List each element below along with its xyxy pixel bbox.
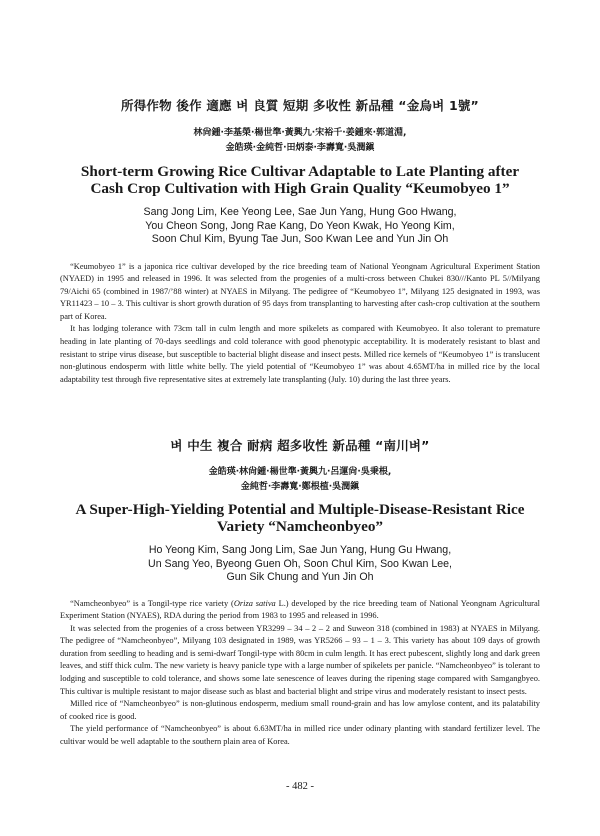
abstract [60, 261, 540, 387]
korean-title: 所得作物 後作 適應 벼 良質 短期 多收性 新品種 “金烏벼 1號” [121, 98, 479, 113]
korean-title: 벼 中生 複合 耐病 超多收性 新品種 “南川벼” [170, 438, 430, 453]
korean-authors-line-2: 金純哲·李壽寬·鄭根植·吳潤鎭 [240, 482, 360, 492]
english-authors-line-1: Ho Yeong Kim, Sang Jong Lim, Sae Jun Yang, Hung Gu Hwang, [148, 544, 452, 556]
english-authors-line-3: Gun Sik Chung and Yun Jin Oh [226, 571, 374, 583]
english-authors-line-3: Soon Chul Kim, Byung Tae Jun, Soo Kwan Lee and Yun Jin Oh [151, 233, 449, 245]
korean-authors-line-1: 林尙鍾·李基榮·楊世準·黃興九·宋裕千·姜鍾來·郭道淵, [193, 128, 407, 138]
english-authors-line-2: Un Sang Yeo, Byeong Guen Oh, Soon Chul Kim, Soo Kwan Lee, [148, 557, 452, 570]
english-title-line-1: Short-term Growing Rice Cultivar Adaptable to Late Planting after [80, 163, 520, 180]
abstract-paragraph-4: The yield performance of “Namcheonbyeo” is about 6.63MT/ha in milled rice under odinary planting with standard fertilizer level. The cultivar would be well adaptable to the southern plain area of Korea. [60, 724, 540, 747]
english-title-line-2: Cash Crop Cultivation with High Grain Quality “Keumobyeo 1” [90, 180, 510, 197]
abstract-paragraph-2: It was selected from the progenies of a cross between YR3299 – 34 – 2 – 2 and Suweon 318 (combined in 1983) at NYAES in Milyang. The pedigree of “Namcheonbyeo”, Milyang 103 designated in 1989, was YR5266 – 93 – 1 – 3. This variety has about 109 days of growth duration from seedling to heading and is semi-dwarf Tongil-type with 80cm in culm length. It has erect pubescent, slightly long and dark green leaves, and stiff thick culm. The new variety is heavy panicle type with a large number of spikelets per panicle. “Namcheonbyeo” is tolerant to lodging and susceptible to cold tolerance, and shows some late senescence of leaves during the ripening stage compared with Samgangbyeo. This cultivar is multiple resistant to major disease such as blast and bacterial blight and stripe virus and moderately resistant to insect pests. [60, 623, 540, 696]
paragraph-1-end: L.) developed by the rice breeding team of National Yeongnam Agricultural Experiment Station (NYAES), RDA during the period from 1983 to 1995 and released in 1996. [60, 598, 540, 621]
abstract [60, 598, 540, 749]
abstract-paragraph-1 [60, 598, 540, 623]
article-keumobyeo-1 [60, 96, 540, 386]
abstract-paragraph-3: Milled rice of “Namcheonbyeo” is non-glutinous endosperm, medium small round-grain and has low amylose content, and its palatability of cooked rice is good. [60, 699, 540, 721]
korean-authors-line-2: 金皓瑛·金純哲·田炳泰·李壽寬·吳潤鎭 [225, 143, 375, 153]
species-name: Oriza sativa [233, 598, 276, 608]
english-authors-line-2: You Cheon Song, Jong Rae Kang, Do Yeon Kwak, Ho Yeong Kim, [145, 219, 455, 232]
abstract-paragraph-1: “Keumobyeo 1” is a japonica rice cultivar developed by the rice breeding team of National Yeongnam Agricultural Experiment Station (NYAED) in 1995 and released in 1996. It was selected from the progenies of a multi-cross between Chukei 830///Kanto PL 5//Milyang 79/Aichi 65 (combined in 1987/’88 winter) at NYAES in Milyang. The pedigree of “Keumobyeo 1”, Milyang 125 designated in 1993, was YR11423 – 10 – 3. This cultivar is short growth duration of 95 days from transplanting to harvesting after cash-crop cultivation at the southern part of Korea. [60, 261, 540, 321]
abstract-paragraph-2: It has lodging tolerance with 73cm tall in culm length and more spikelets as compared with Keumobyeo. It also tolerant to premature heading in late planting of 70-days seedlings and cold tolerance with good phenotypic acceptability. It is moderately resistant to blast and resistant to stripe virus disease, but susceptible to bacterial blight disease and insect pests. Milled rice kernels of “Keumobyeo 1” is translucent non-glutinous endosperm with little white belly. The yield potential of “Keumobyeo 1” was about 4.65MT/ha in milled rice by the local adaptability test through five representative sites at extremely late transplanting (July. 10) during the last three years. [60, 324, 540, 384]
korean-authors-line-1: 金皓瑛·林尙鍾·楊世準·黃興九·呂運尙·吳秉根, [208, 467, 392, 477]
english-title-line-1: A Super-High-Yielding Potential and Multiple-Disease-Resistant Rice [75, 501, 525, 518]
paragraph-1-start: “Namcheonbyeo” is a Tongil-type rice variety ( [70, 598, 234, 608]
article-namcheonbyeo [60, 436, 540, 749]
english-authors-line-1: Sang Jong Lim, Kee Yeong Lee, Sae Jun Yang, Hung Goo Hwang, [143, 206, 457, 218]
english-title-line-2: Variety “Namcheonbyeo” [216, 518, 384, 535]
page-number: - 482 - [286, 781, 314, 792]
